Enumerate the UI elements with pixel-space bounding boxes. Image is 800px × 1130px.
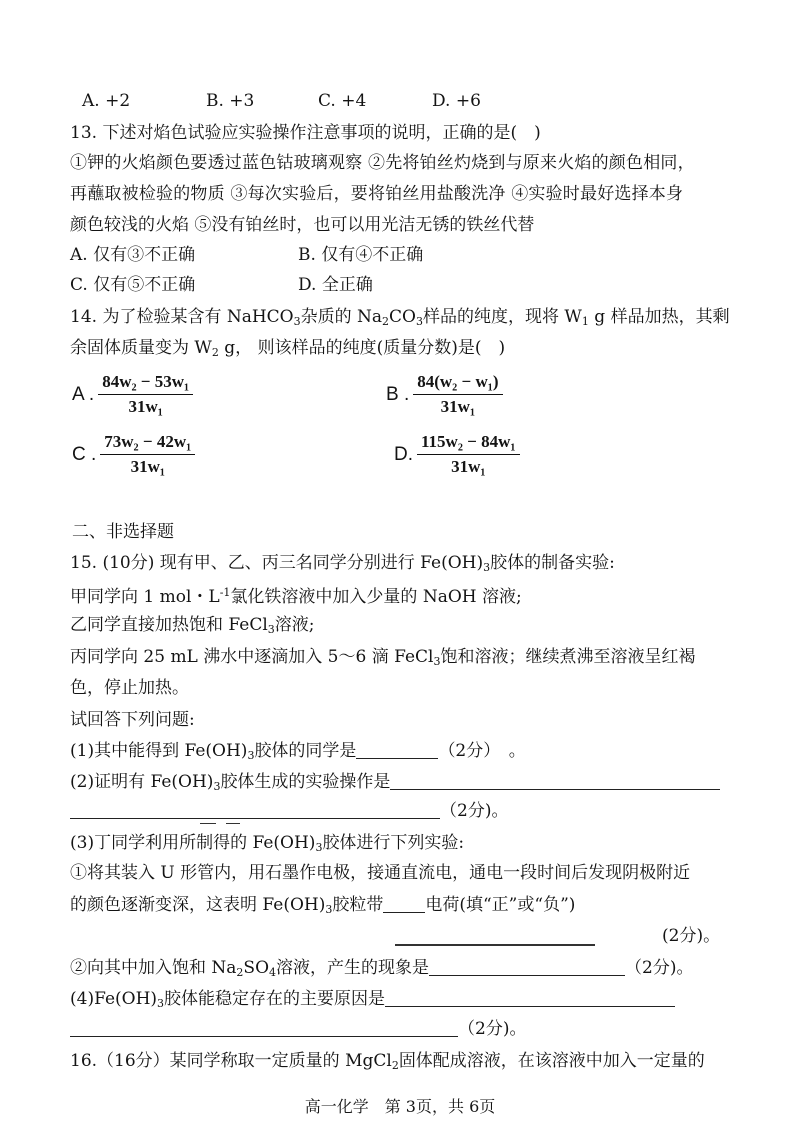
answer-blank[interactable] bbox=[429, 957, 625, 976]
q15-bing-line2: 色，停止加热。 bbox=[70, 678, 189, 698]
stray-mark bbox=[395, 944, 595, 946]
stray-mark bbox=[200, 823, 216, 824]
q13-option-d: D. 全正确 bbox=[298, 275, 373, 295]
q15-sub4-line2: （2分)。 bbox=[70, 1018, 526, 1040]
answer-blank[interactable] bbox=[70, 1018, 458, 1037]
answer-blank[interactable] bbox=[390, 771, 720, 790]
page-footer: 高一化学 第 3页，共 6页 bbox=[304, 1097, 496, 1116]
q15-sub1: (1)其中能得到 $Fe(OH)_3$胶体的同学是 （2分） 。 bbox=[70, 741, 526, 762]
q14-stem-line2: 余固体质量变为 $W_2$ g， 则该样品的纯度(质量分数)是( ) bbox=[70, 338, 506, 359]
fraction: $\frac{\text{84(w₂ − w₁)}}{\text{31w₁}}$ bbox=[413, 372, 502, 417]
q15-sub3: (3)丁同学利用所制得的 $Fe(OH)_3$胶体进行下列实验: bbox=[70, 833, 465, 854]
q14-option-a: A . $\frac{\text{84w₂ − 53w₁}}{\text{31w₁}}$ bbox=[72, 372, 193, 417]
q13-option-b: B. 仅有④不正确 bbox=[298, 245, 424, 265]
stray-mark bbox=[226, 823, 240, 824]
fraction: $\frac{\text{115w₂ − 84w₁}}{\text{31w₁}}$ bbox=[417, 432, 520, 477]
q13-line1: ①钾的火焰颜色要透过蓝色钴玻璃观察 ②先将铂丝灼烧到与原来火焰的颜色相同， bbox=[70, 153, 695, 173]
fraction: $\frac{\text{73w₂ − 42w₁}}{\text{31w₁}}$ bbox=[100, 432, 195, 477]
q16-stem: 16.（16分）某同学称取一定质量的 MgCl$_2$固体配成溶液，在该溶液中加入一定量的 bbox=[70, 1051, 705, 1072]
q15-sub4: $(4)Fe(OH)_3$胶体能稳定存在的主要原因是 bbox=[70, 988, 675, 1015]
q15-yi: 乙同学直接加热饱和 FeCl$_3$溶液; bbox=[70, 615, 315, 636]
q15-ask: 试回答下列问题: bbox=[70, 710, 195, 730]
q14-option-b: B . $\frac{\text{84(w₂ − w₁)}}{\text{31w₁}}$ bbox=[386, 372, 503, 417]
q13-option-c: C. 仅有⑤不正确 bbox=[70, 275, 196, 295]
answer-blank[interactable] bbox=[356, 740, 438, 759]
q14-option-d: D. $\frac{\text{115w₂ − 84w₁}}{\text{31w₁}}$ bbox=[394, 432, 520, 477]
q15-jia: 甲同学向 1 mol・$L^{-1}$氯化铁溶液中加入少量的 NaOH 溶液; bbox=[70, 586, 522, 607]
q12-option-a: A. +2 bbox=[82, 91, 131, 111]
q15-bing: 丙同学向 25 mL 沸水中逐滴加入 5～6 滴 FeCl$_3$饱和溶液；继续煮沸至溶液呈红褐 bbox=[70, 647, 696, 668]
q13-line3: 颜色较浅的火焰 ⑤没有铂丝时，也可以用光洁无锈的铁丝代替 bbox=[70, 215, 535, 235]
section-title: 二、非选择题 bbox=[72, 522, 174, 542]
q15-sub2-line2: （2分)。 bbox=[70, 800, 508, 822]
fraction: $\frac{\text{84w₂ − 53w₁}}{\text{31w₁}}$ bbox=[98, 372, 193, 417]
answer-blank[interactable] bbox=[383, 894, 425, 913]
q14-stem: 14. 为了检验某含有 NaHCO$_3$杂质的 $Na_2CO_3$样品的纯度，现将 $W_1$ g 样品加热，其剩 bbox=[70, 307, 730, 328]
q12-option-b: B. +3 bbox=[206, 91, 255, 111]
q12-option-d: D. +6 bbox=[432, 91, 481, 111]
q13-line2: 再蘸取被检验的物质 ③每次实验后，要将铂丝用盐酸洗净 ④实验时最好选择本身 bbox=[70, 184, 684, 204]
q15-exp1-score: (2分)。 bbox=[662, 926, 721, 946]
q14-option-c: C . $\frac{\text{73w₂ − 42w₁}}{\text{31w₁}}$ bbox=[72, 432, 195, 477]
q12-option-c: C. +4 bbox=[318, 91, 367, 111]
q15-stem: 15. (10分) 现有甲、乙、丙三名同学分别进行 $Fe(OH)_3$胶体的制备实验: bbox=[70, 553, 615, 574]
q15-exp1-line2: 的颜色逐渐变深，这表明 $Fe(OH)_3$胶粒带 电荷(填“正”或“负”) bbox=[70, 895, 576, 916]
answer-blank[interactable] bbox=[70, 800, 440, 819]
q15-exp1-line1: ①将其装入 U 形管内，用石墨作电极，接通直流电，通电一段时间后发现阴极附近 bbox=[70, 863, 691, 883]
q13-stem: 13. 下述对焰色试验应实验操作注意事项的说明，正确的是( ) bbox=[70, 123, 541, 143]
q15-exp2: ②向其中加入饱和 $Na_2SO_4$溶液，产生的现象是 （2分)。 bbox=[70, 958, 694, 979]
q13-option-a: A. 仅有③不正确 bbox=[70, 245, 196, 265]
answer-blank[interactable] bbox=[385, 988, 675, 1007]
q15-sub2: (2)证明有 $Fe(OH)_3$胶体生成的实验操作是 bbox=[70, 771, 720, 798]
